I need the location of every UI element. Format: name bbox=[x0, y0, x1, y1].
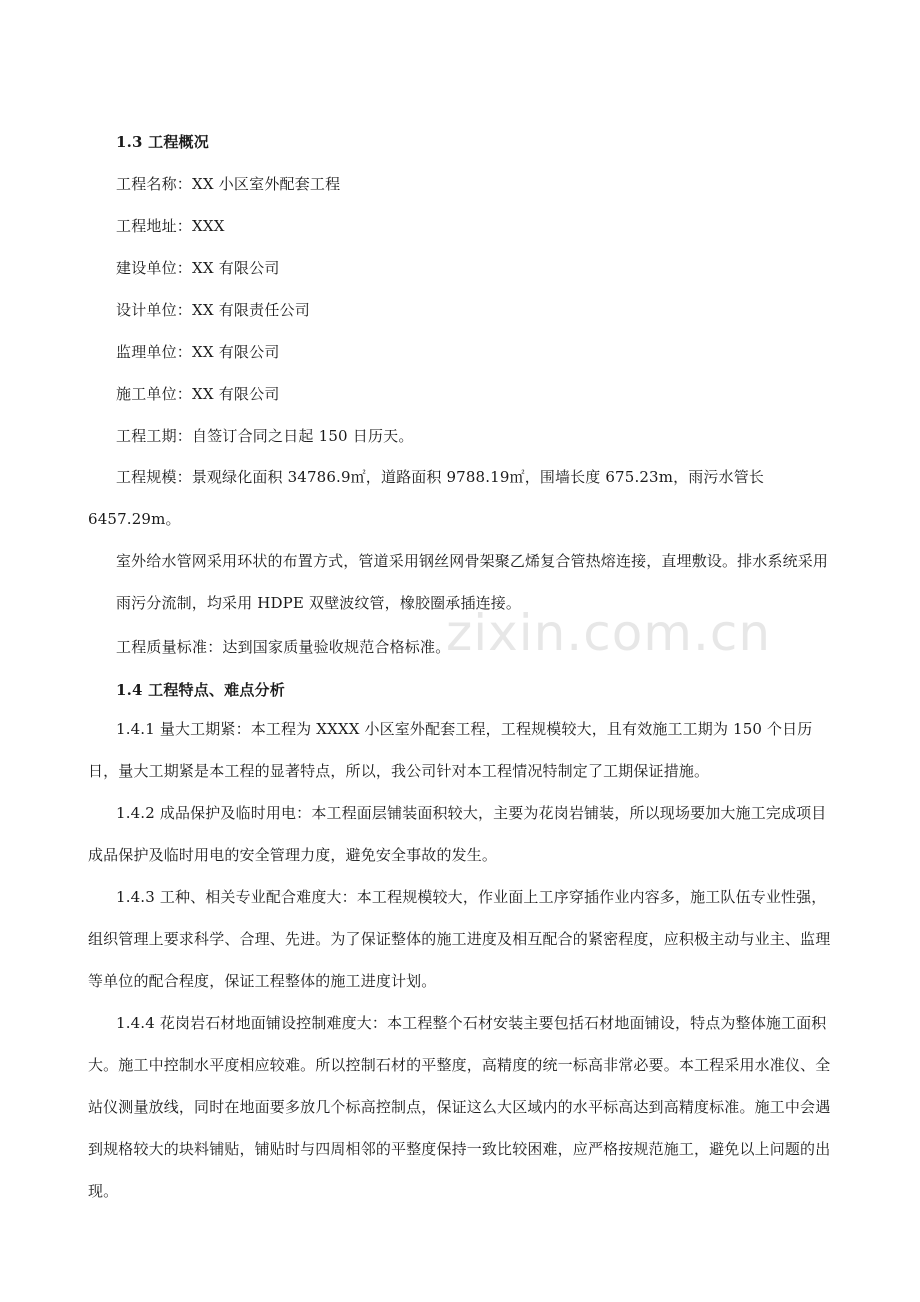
design-unit-field: 设计单位：XX 有限责任公司 bbox=[116, 301, 310, 319]
analysis-item-1-4-2: 1.4.2 成品保护及临时用电：本工程面层铺装面积较大，主要为花岗岩铺装，所以现场要加大施工完成项目成品保护及临时用电的安全管理力度，避免安全事故的发生。 bbox=[88, 804, 827, 864]
project-name-field: 工程名称：XX 小区室外配套工程 bbox=[116, 175, 341, 193]
pipe-network-paragraph: 室外给水管网采用环状的布置方式，管道采用钢丝网骨架聚乙烯复合管热熔连接，直埋敷设。排水系统采用雨污分流制，均采用 HDPE 双壁波纹管，橡胶圈承插连接。 bbox=[116, 552, 829, 612]
contractor-unit-field: 施工单位：XX 有限公司 bbox=[116, 385, 280, 403]
section-heading-1-4: 1.4 工程特点、难点分析 bbox=[116, 681, 285, 699]
project-scale-paragraph: 工程规模：景观绿化面积 34786.9㎡，道路面积 9788.19㎡，围墙长度 675.23m，雨污水管长 6457.29m。 bbox=[88, 468, 765, 528]
construction-unit-field: 建设单位：XX 有限公司 bbox=[116, 259, 280, 277]
section-heading-1-3: 1.3 工程概况 bbox=[116, 133, 209, 151]
watermark: zixin.com.cn bbox=[446, 604, 772, 662]
quality-standard-field: 工程质量标准：达到国家质量验收规范合格标准。 bbox=[116, 638, 451, 656]
project-address-field: 工程地址：XXX bbox=[116, 217, 225, 235]
supervision-unit-field: 监理单位：XX 有限公司 bbox=[116, 343, 280, 361]
analysis-item-1-4-4: 1.4.4 花岗岩石材地面铺设控制难度大：本工程整个石材安装主要包括石材地面铺设，特点为整体施工面积大。施工中控制水平度相应较难。所以控制石材的平整度，高精度的统一标高非常必要。本工程采用水准仪、全站仪测量放线，同时在地面要多放几个标高控制点，保证这么大区域内的水平标高达到高精度标准。施工中会遇到规格较大的块料铺贴，铺贴时与四周相邻的平整度保持一致比较困难，应严格按规范施工，避免以上问题的出现。 bbox=[88, 1014, 831, 1200]
analysis-item-1-4-1: 1.4.1 量大工期紧：本工程为 XXXX 小区室外配套工程，工程规模较大，且有效施工工期为 150 个日历日，量大工期紧是本工程的显著特点，所以，我公司针对本工程情况特制定了工期保证措施。 bbox=[88, 720, 813, 780]
project-duration-field: 工程工期：自签订合同之日起 150 日历天。 bbox=[116, 427, 414, 445]
analysis-item-1-4-3: 1.4.3 工种、相关专业配合难度大：本工程规模较大，作业面上工序穿插作业内容多，施工队伍专业性强，组织管理上要求科学、合理、先进。为了保证整体的施工进度及相互配合的紧密程度，应积极主动与业主、监理等单位的配合程度，保证工程整体的施工进度计划。 bbox=[88, 888, 831, 990]
